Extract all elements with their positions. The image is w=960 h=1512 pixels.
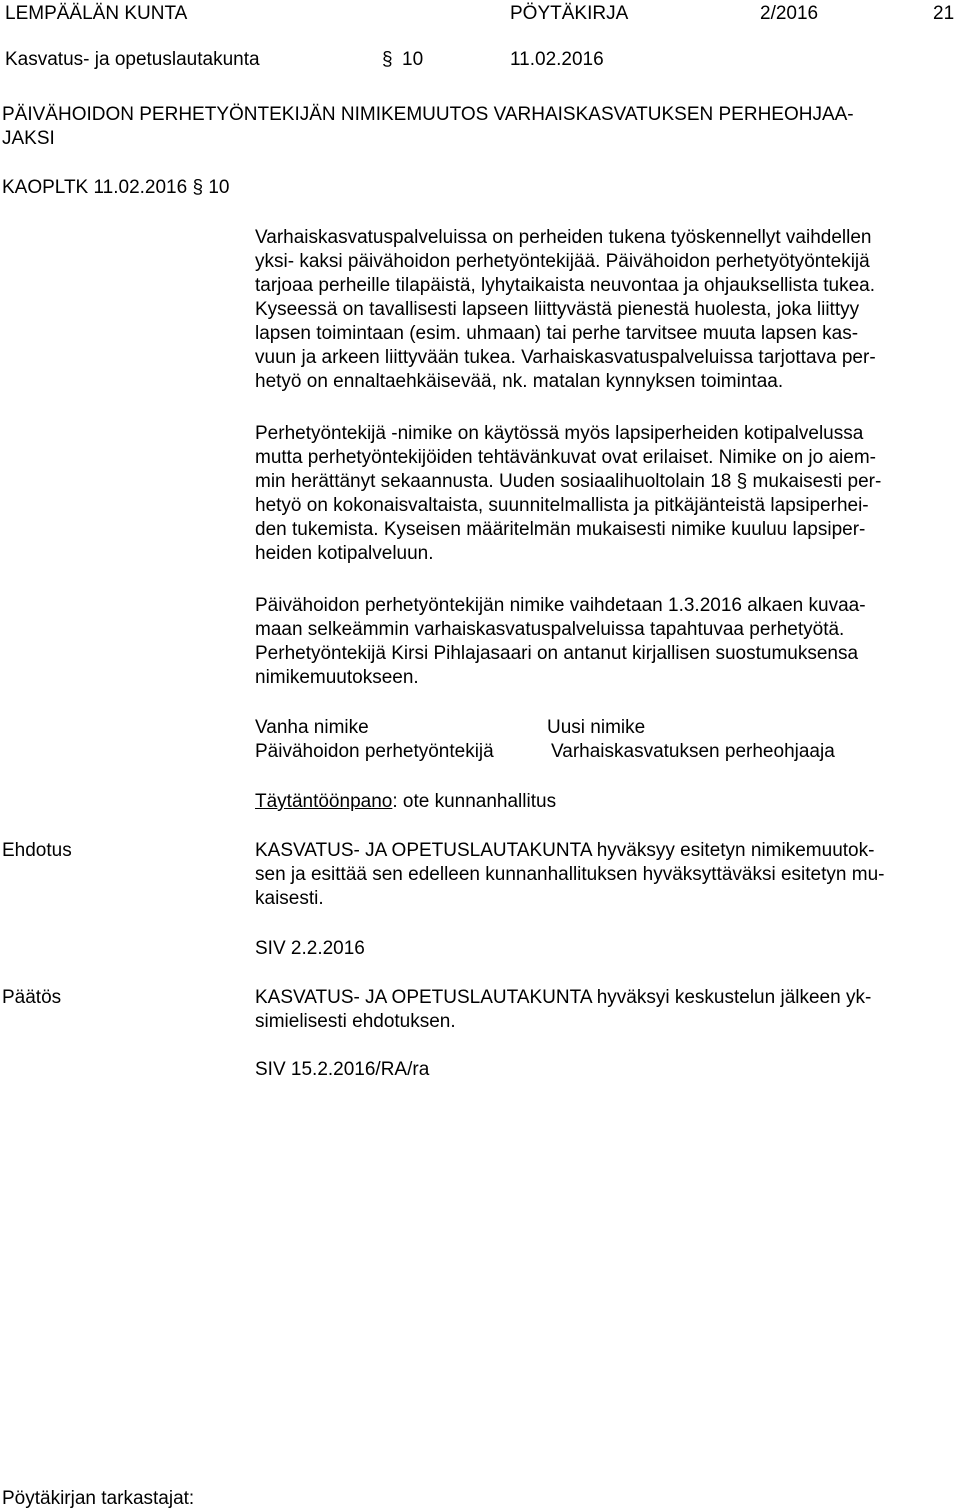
meeting-date: 11.02.2016: [510, 49, 604, 70]
page-title-line-1: PÄIVÄHOIDON PERHETYÖNTEKIJÄN NIMIKEMUUTOS VARHAISKASVATUKSEN PERHEOHJAA-: [2, 104, 854, 125]
proposal-label: Ehdotus: [2, 840, 72, 861]
paragraph-2-line: hetyö on kokonaisvaltaista, suunnitelmallista ja pitkäjänteistä lapsiperhei-: [255, 495, 869, 516]
page-title-line-2: JAKSI: [2, 128, 55, 149]
reference-number: 10: [208, 177, 230, 198]
proposal-line: kaisesti.: [255, 888, 324, 909]
section-symbol: §: [382, 49, 393, 70]
new-name-value: Varhaiskasvatuksen perheohjaaja: [551, 741, 835, 762]
paragraph-1-line: Kyseessä on tavallisesti lapseen liittyvästä pienestä huolesta, joka liittyy: [255, 299, 860, 320]
paragraph-2: [255, 422, 945, 566]
previous-reference: [2, 176, 229, 200]
execution-note: [255, 790, 556, 814]
document-number: 2/2016: [760, 3, 819, 24]
paragraph-2-line: min herättänyt sekaannusta. Uuden sosiaalihuoltolain 18 § mukaisesti per-: [255, 471, 882, 492]
paragraph-3: [255, 594, 945, 690]
board-name: Kasvatus- ja opetuslautakunta: [5, 49, 260, 70]
decision-text: [255, 986, 945, 1034]
proposal-text: [255, 839, 945, 911]
execution-label: Täytäntöönpano: [255, 791, 393, 812]
paragraph-3-line: Päivähoidon perhetyöntekijän nimike vaihdetaan 1.3.2016 alkaen kuvaa-: [255, 595, 866, 616]
paragraph-1-line: Varhaiskasvatuspalveluissa on perheiden tukena työskennellyt vaihdellen: [255, 227, 872, 248]
paragraph-3-line: nimikemuutokseen.: [255, 667, 419, 688]
municipality-name: LEMPÄÄLÄN KUNTA: [5, 3, 188, 24]
reviewers-label: Pöytäkirjan tarkastajat:: [2, 1488, 195, 1509]
paragraph-3-line: maan selkeämmin varhaiskasvatuspalveluissa tapahtuvaa perhetyötä.: [255, 619, 845, 640]
reference-symbol: §: [192, 177, 204, 198]
reference-prefix: KAOPLTK 11.02.2016: [2, 177, 188, 198]
proposal-line: KASVATUS- JA OPETUSLAUTAKUNTA hyväksyy esitetyn nimikemuutok-: [255, 840, 875, 861]
paragraph-3-line: Perhetyöntekijä Kirsi Pihlajasaari on antanut kirjallisen suostumuksensa: [255, 643, 859, 664]
old-name-header: Vanha nimike: [255, 717, 369, 738]
new-name-header: Uusi nimike: [547, 717, 646, 738]
decision-label: Päätös: [2, 987, 62, 1008]
paragraph-2-line: heiden kotipalveluun.: [255, 543, 434, 564]
paragraph-1-line: lapsen toimintaan (esim. uhmaan) tai perhe tarvitsee muuta lapsen kas-: [255, 323, 859, 344]
paragraph-1-line: hetyö on ennaltaehkäisevää, nk. matalan kynnyksen toimintaa.: [255, 371, 784, 392]
section-number: 10: [402, 49, 424, 70]
old-name-value: Päivähoidon perhetyöntekijä: [255, 741, 494, 762]
paragraph-2-line: Perhetyöntekijä -nimike on käytössä myös lapsiperheiden kotipalvelussa: [255, 423, 864, 444]
decision-signature: SIV 15.2.2016/RA/ra: [255, 1059, 430, 1080]
proposal-line: sen ja esittää sen edelleen kunnanhallituksen hyväksyttäväksi esitetyn mu-: [255, 864, 885, 885]
paragraph-2-line: den tukemista. Kyseisen määritelmän mukaisesti nimike kuuluu lapsiper-: [255, 519, 866, 540]
execution-text: : ote kunnanhallitus: [392, 791, 557, 812]
document-type: PÖYTÄKIRJA: [510, 3, 629, 24]
paragraph-1-line: vuun ja arkeen liittyvään tukea. Varhaiskasvatuspalveluissa tarjottava per-: [255, 347, 876, 368]
paragraph-2-line: mutta perhetyöntekijöiden tehtävänkuvat ovat erilaiset. Nimike on jo aiem-: [255, 447, 876, 468]
paragraph-1-line: yksi- kaksi päivähoidon perhetyöntekijää. Päivähoidon perhetyötyöntekijä: [255, 251, 870, 272]
paragraph-1-line: tarjoaa perheille tilapäistä, lyhytaikaista neuvontaa ja ohjauksellista tukea.: [255, 275, 875, 296]
decision-line: simielisesti ehdotuksen.: [255, 1011, 456, 1032]
decision-line: KASVATUS- JA OPETUSLAUTAKUNTA hyväksyi keskustelun jälkeen yk-: [255, 987, 872, 1008]
proposal-signature: SIV 2.2.2016: [255, 938, 365, 959]
paragraph-1: [255, 226, 945, 394]
page-number: 21: [933, 3, 955, 24]
